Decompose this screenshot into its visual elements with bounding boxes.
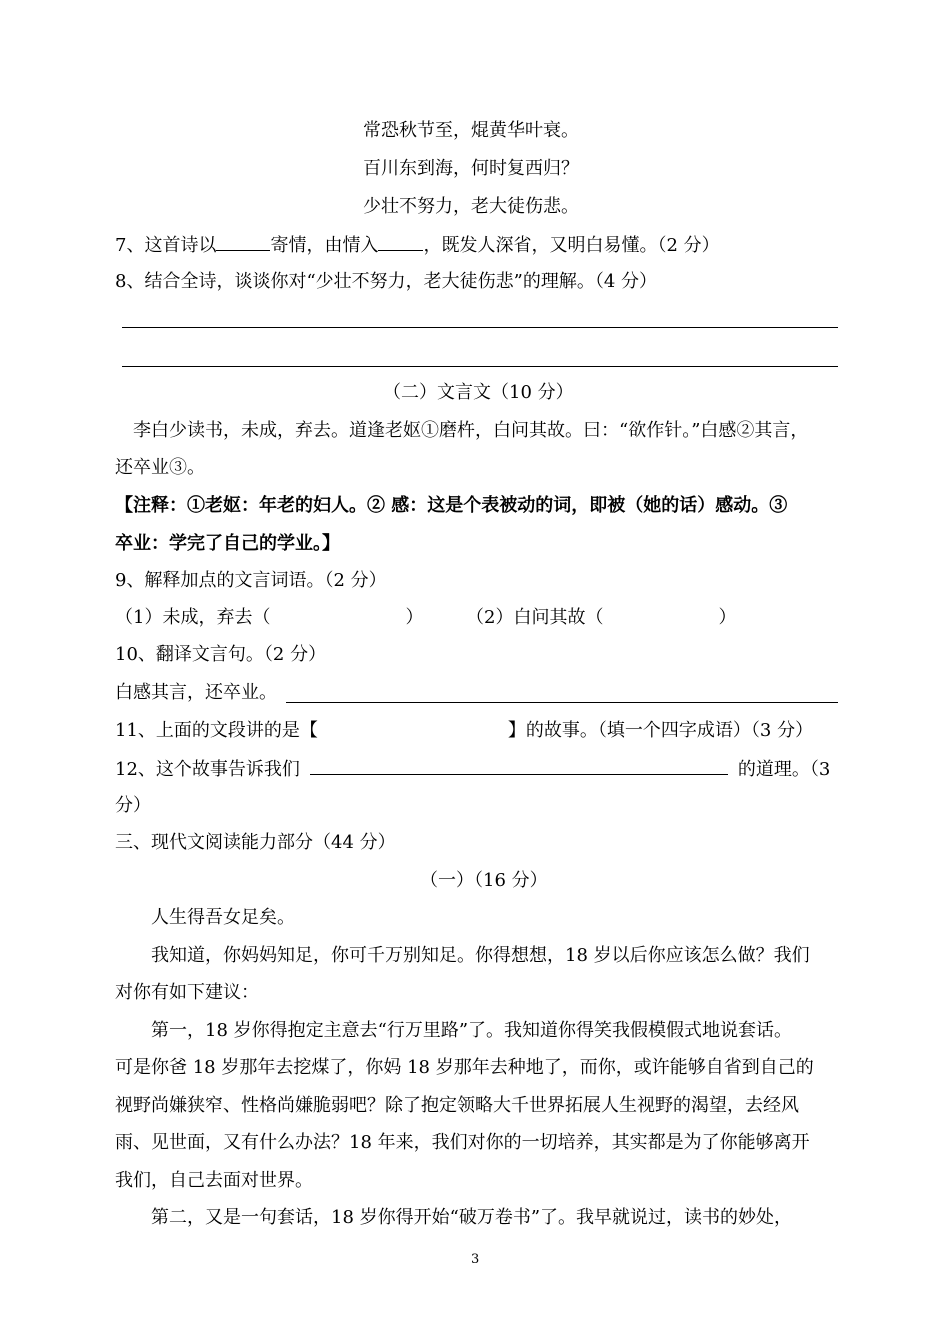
classical-section-heading: （二）文言文（10 分） xyxy=(383,382,574,403)
modern-section-heading: 三、现代文阅读能力部分（44 分） xyxy=(115,832,396,853)
poem-line-1: 常恐秋节至，焜黄华叶衰。 xyxy=(363,120,579,141)
page-number: 3 xyxy=(471,1252,480,1267)
question-7 xyxy=(115,232,720,258)
article-paragraph-4-line-1: 第二，又是一句套话，18 岁你得开始“破万卷书”了。我早就说过，读书的妙处， xyxy=(151,1207,793,1228)
question-11 xyxy=(115,719,813,743)
answer-line-12[interactable] xyxy=(310,756,728,775)
annotation-line-1: 【注释：①老妪：年老的妇人。② 感：这是个表被动的词，即被（她的话）感动。③ xyxy=(115,495,788,516)
classical-passage-line-1: 李白少读书，未成，弃去。道逢老妪①磨杵，白问其故。曰：“欲作针。”白感②其言， xyxy=(133,420,809,441)
question-7-part-3: ，既发人深省，又明白易懂。（2 分） xyxy=(423,235,720,256)
article-paragraph-3-line-3: 视野尚嫌狭窄、性格尚嫌脆弱吧？除了抱定领略大千世界拓展人生视野的渴望，去经风 xyxy=(115,1095,799,1116)
question-7-blank-1[interactable] xyxy=(216,232,270,251)
question-9-item-2 xyxy=(466,606,736,630)
question-7-part-2: 寄情，由情入 xyxy=(270,235,379,256)
question-8: 8、结合全诗，谈谈你对“少壮不努力，老大徒伤悲”的理解。（4 分） xyxy=(115,271,658,292)
question-12-close: 的道理。（3 xyxy=(737,759,831,780)
question-9-item-2-close: ） xyxy=(718,607,737,628)
question-9-item-2-open: （2）白问其故（ xyxy=(466,607,604,628)
modern-sub-heading: （一）（16 分） xyxy=(420,870,548,891)
annotation-line-2: 卒业：学完了自己的学业。】 xyxy=(115,533,340,554)
poem-line-2: 百川东到海，何时复西归？ xyxy=(363,158,579,179)
article-paragraph-2-line-2: 对你有如下建议： xyxy=(115,982,259,1003)
article-paragraph-2-line-1: 我知道，你妈妈知足，你可千万别知足。你得想想，18 岁以后你应该怎么做？我们 xyxy=(151,945,810,966)
poem-line-3: 少壮不努力，老大徒伤悲。 xyxy=(363,196,579,217)
question-9-item-1-open: （1）未成，弃去（ xyxy=(115,607,271,628)
article-paragraph-1: 人生得吾女足矣。 xyxy=(151,907,295,928)
question-7-blank-2[interactable] xyxy=(378,232,423,251)
answer-line-10[interactable] xyxy=(286,702,838,703)
question-10: 10、翻译文言句。（2 分） xyxy=(115,644,327,665)
classical-passage-line-2: 还卒业③。 xyxy=(115,457,205,478)
article-paragraph-3-line-4: 雨、见世面，又有什么办法？18 年来，我们对你的一切培养，其实都是为了你能够离开 xyxy=(115,1132,810,1153)
question-7-part-1: 7、这首诗以 xyxy=(115,235,217,256)
article-paragraph-3-line-1: 第一，18 岁你得抱定主意去“行万里路”了。我知道你得笑我假模假式地说套话。 xyxy=(151,1020,793,1041)
question-12-open: 12、这个故事告诉我们 xyxy=(115,759,300,780)
question-10-sentence: 白感其言，还卒业。 xyxy=(115,682,277,703)
question-9-item-1-close: ） xyxy=(405,607,424,628)
answer-line-8a[interactable] xyxy=(122,327,838,328)
question-9-item-1 xyxy=(115,606,423,630)
question-11-close: 】的故事。（填一个四字成语）（3 分） xyxy=(507,720,814,741)
article-paragraph-3-line-2: 可是你爸 18 岁那年去挖煤了，你妈 18 岁那年去种地了，而你，或许能够自省到自己的 xyxy=(115,1057,814,1078)
article-paragraph-3-line-5: 我们，自己去面对世界。 xyxy=(115,1170,313,1191)
question-12-wrap: 分） xyxy=(115,795,151,816)
answer-line-8b[interactable] xyxy=(122,366,838,367)
question-9: 9、解释加点的文言词语。（2 分） xyxy=(115,570,387,591)
question-11-open: 11、上面的文段讲的是【 xyxy=(115,720,318,741)
question-12 xyxy=(115,756,830,782)
